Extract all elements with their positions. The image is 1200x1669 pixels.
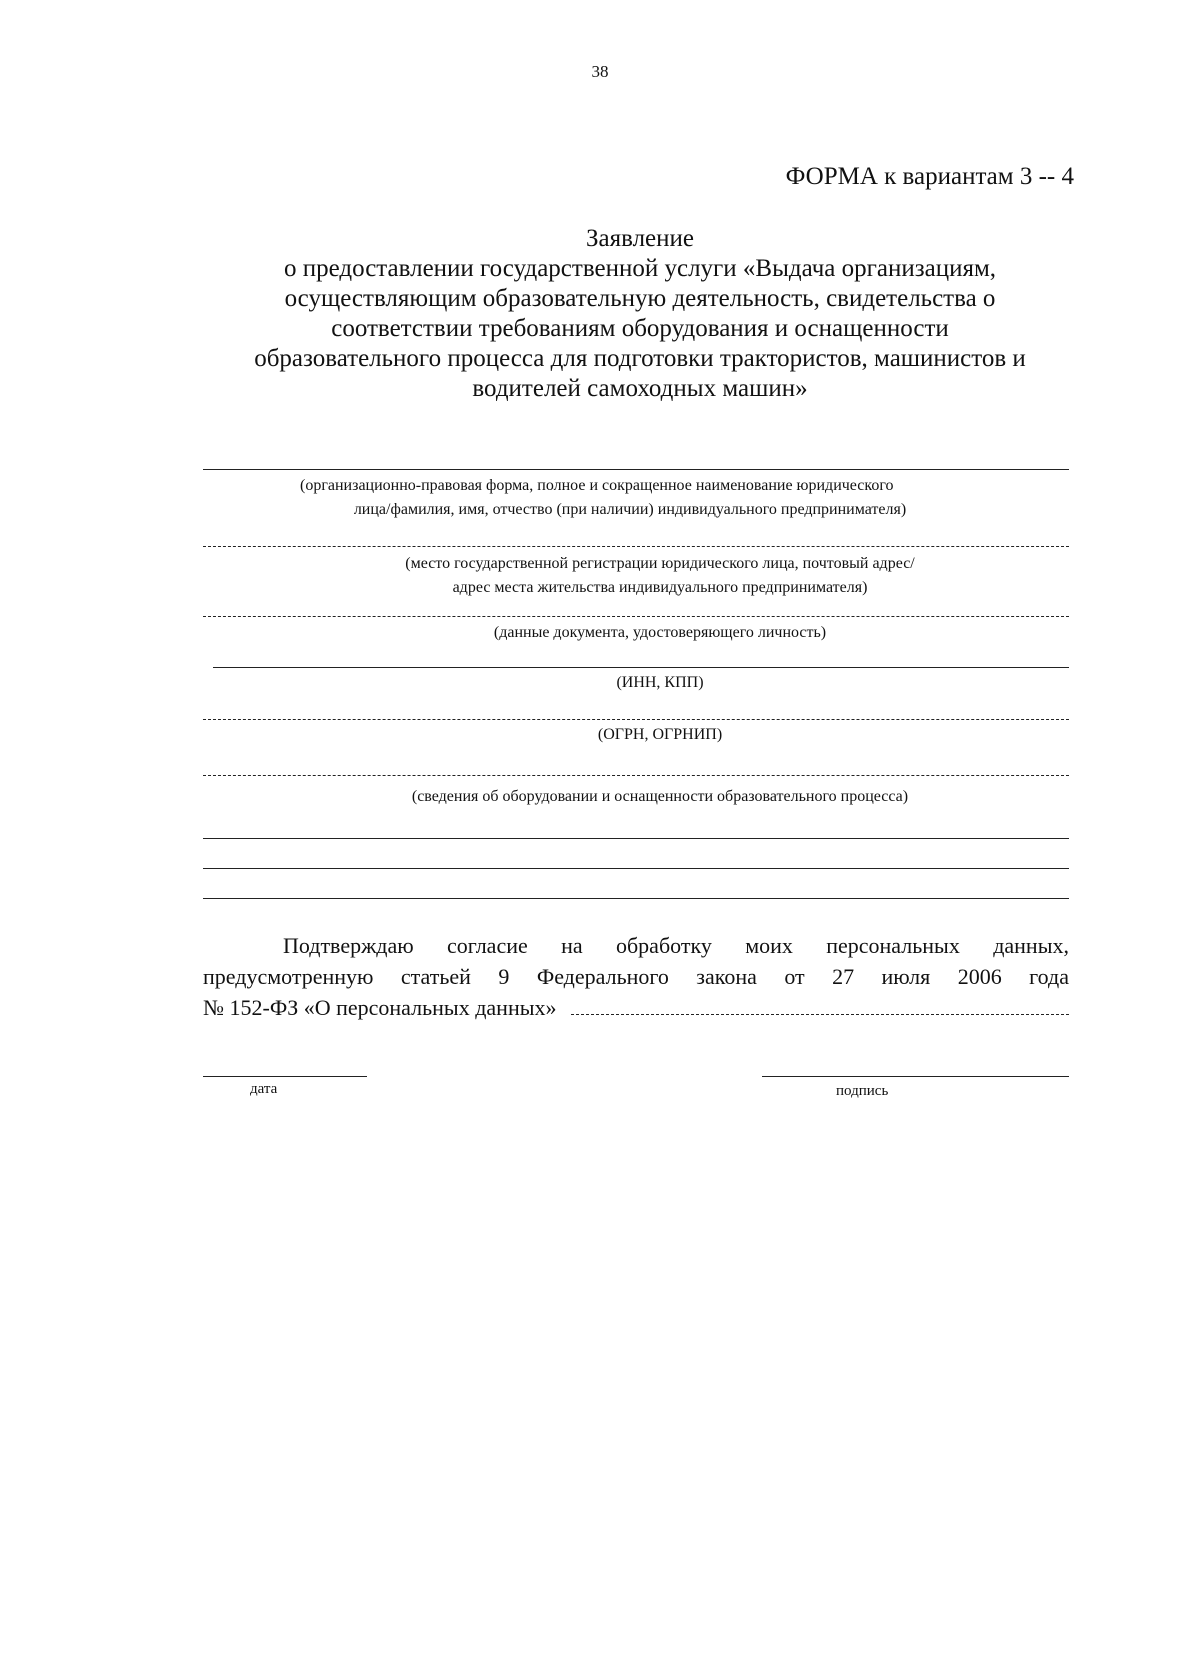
- form-reference: ФОРМА к вариантам 3 -- 4: [785, 163, 1074, 190]
- org-name-caption: лица/фамилия, имя, отчество (при наличии) индивидуального предпринимателя): [353, 501, 907, 518]
- org-name-caption: (организационно-правовая форма, полное и сокращенное наименование юридического: [300, 477, 894, 494]
- consent-line: [203, 930, 1069, 961]
- page-number: 38: [591, 62, 609, 81]
- consent-word: Подтверждаю: [283, 933, 414, 958]
- consent-word: июля: [881, 964, 931, 989]
- title-line: водителей самоходных машин»: [472, 375, 808, 402]
- consent-word: персональных: [826, 933, 960, 958]
- title-line: осуществляющим образовательную деятельность, свидетельства о: [284, 285, 996, 312]
- id-document-field[interactable]: [203, 616, 1069, 617]
- equipment-extra-line[interactable]: [203, 838, 1069, 839]
- consent-word: закона: [696, 964, 757, 989]
- consent-word: 9: [498, 964, 510, 989]
- title-line: Заявление: [585, 225, 695, 252]
- consent-word: согласие: [447, 933, 528, 958]
- consent-word: данных,: [993, 933, 1069, 958]
- inn-field[interactable]: [213, 667, 1069, 668]
- ogrn-caption: (ОГРН, ОГРНИП): [597, 726, 723, 743]
- title-line: образовательного процесса для подготовки трактористов, машинистов и: [254, 345, 1026, 372]
- equipment-caption: (сведения об оборудовании и оснащенности образовательного процесса): [411, 788, 909, 805]
- address-field[interactable]: [203, 546, 1069, 547]
- consent-word: 27: [832, 964, 855, 989]
- consent-word: Федерального: [536, 964, 669, 989]
- consent-word: предусмотренную: [203, 964, 374, 989]
- document-title: [170, 224, 1110, 404]
- consent-line: [203, 992, 1069, 1023]
- signature-field[interactable]: [762, 1076, 1069, 1077]
- title-line: соответствии требованиям оборудования и оснащенности: [331, 315, 949, 342]
- consent-paragraph: [203, 930, 1069, 1023]
- equipment-extra-line[interactable]: [203, 898, 1069, 899]
- consent-word: обработку: [615, 933, 712, 958]
- org-name-field[interactable]: [203, 469, 1069, 470]
- equipment-field[interactable]: [203, 775, 1069, 776]
- address-caption: адрес места жительства индивидуального предпринимателя): [452, 579, 868, 596]
- consent-word: от: [784, 964, 805, 989]
- inn-caption: (ИНН, КПП): [616, 674, 704, 691]
- id-document-caption: (данные документа, удостоверяющего личность): [493, 624, 827, 641]
- equipment-extra-line[interactable]: [203, 868, 1069, 869]
- consent-word: моих: [745, 933, 793, 958]
- address-caption: (место государственной регистрации юридического лица, почтовый адрес/: [405, 555, 915, 572]
- consent-word: статьей: [400, 964, 471, 989]
- title-line: о предоставлении государственной услуги «Выдача организациям,: [283, 255, 997, 282]
- consent-word: на: [561, 933, 583, 958]
- consent-word: 2006: [957, 964, 1002, 989]
- date-label: дата: [250, 1081, 278, 1097]
- ogrn-field[interactable]: [203, 719, 1069, 720]
- date-field[interactable]: [203, 1076, 367, 1077]
- consent-law-reference: № 152-ФЗ «О персональных данных»: [203, 995, 557, 1020]
- consent-word: года: [1029, 964, 1069, 989]
- consent-line: [203, 961, 1069, 992]
- signature-label: подпись: [836, 1083, 889, 1099]
- consent-signature-field[interactable]: [571, 992, 1070, 1015]
